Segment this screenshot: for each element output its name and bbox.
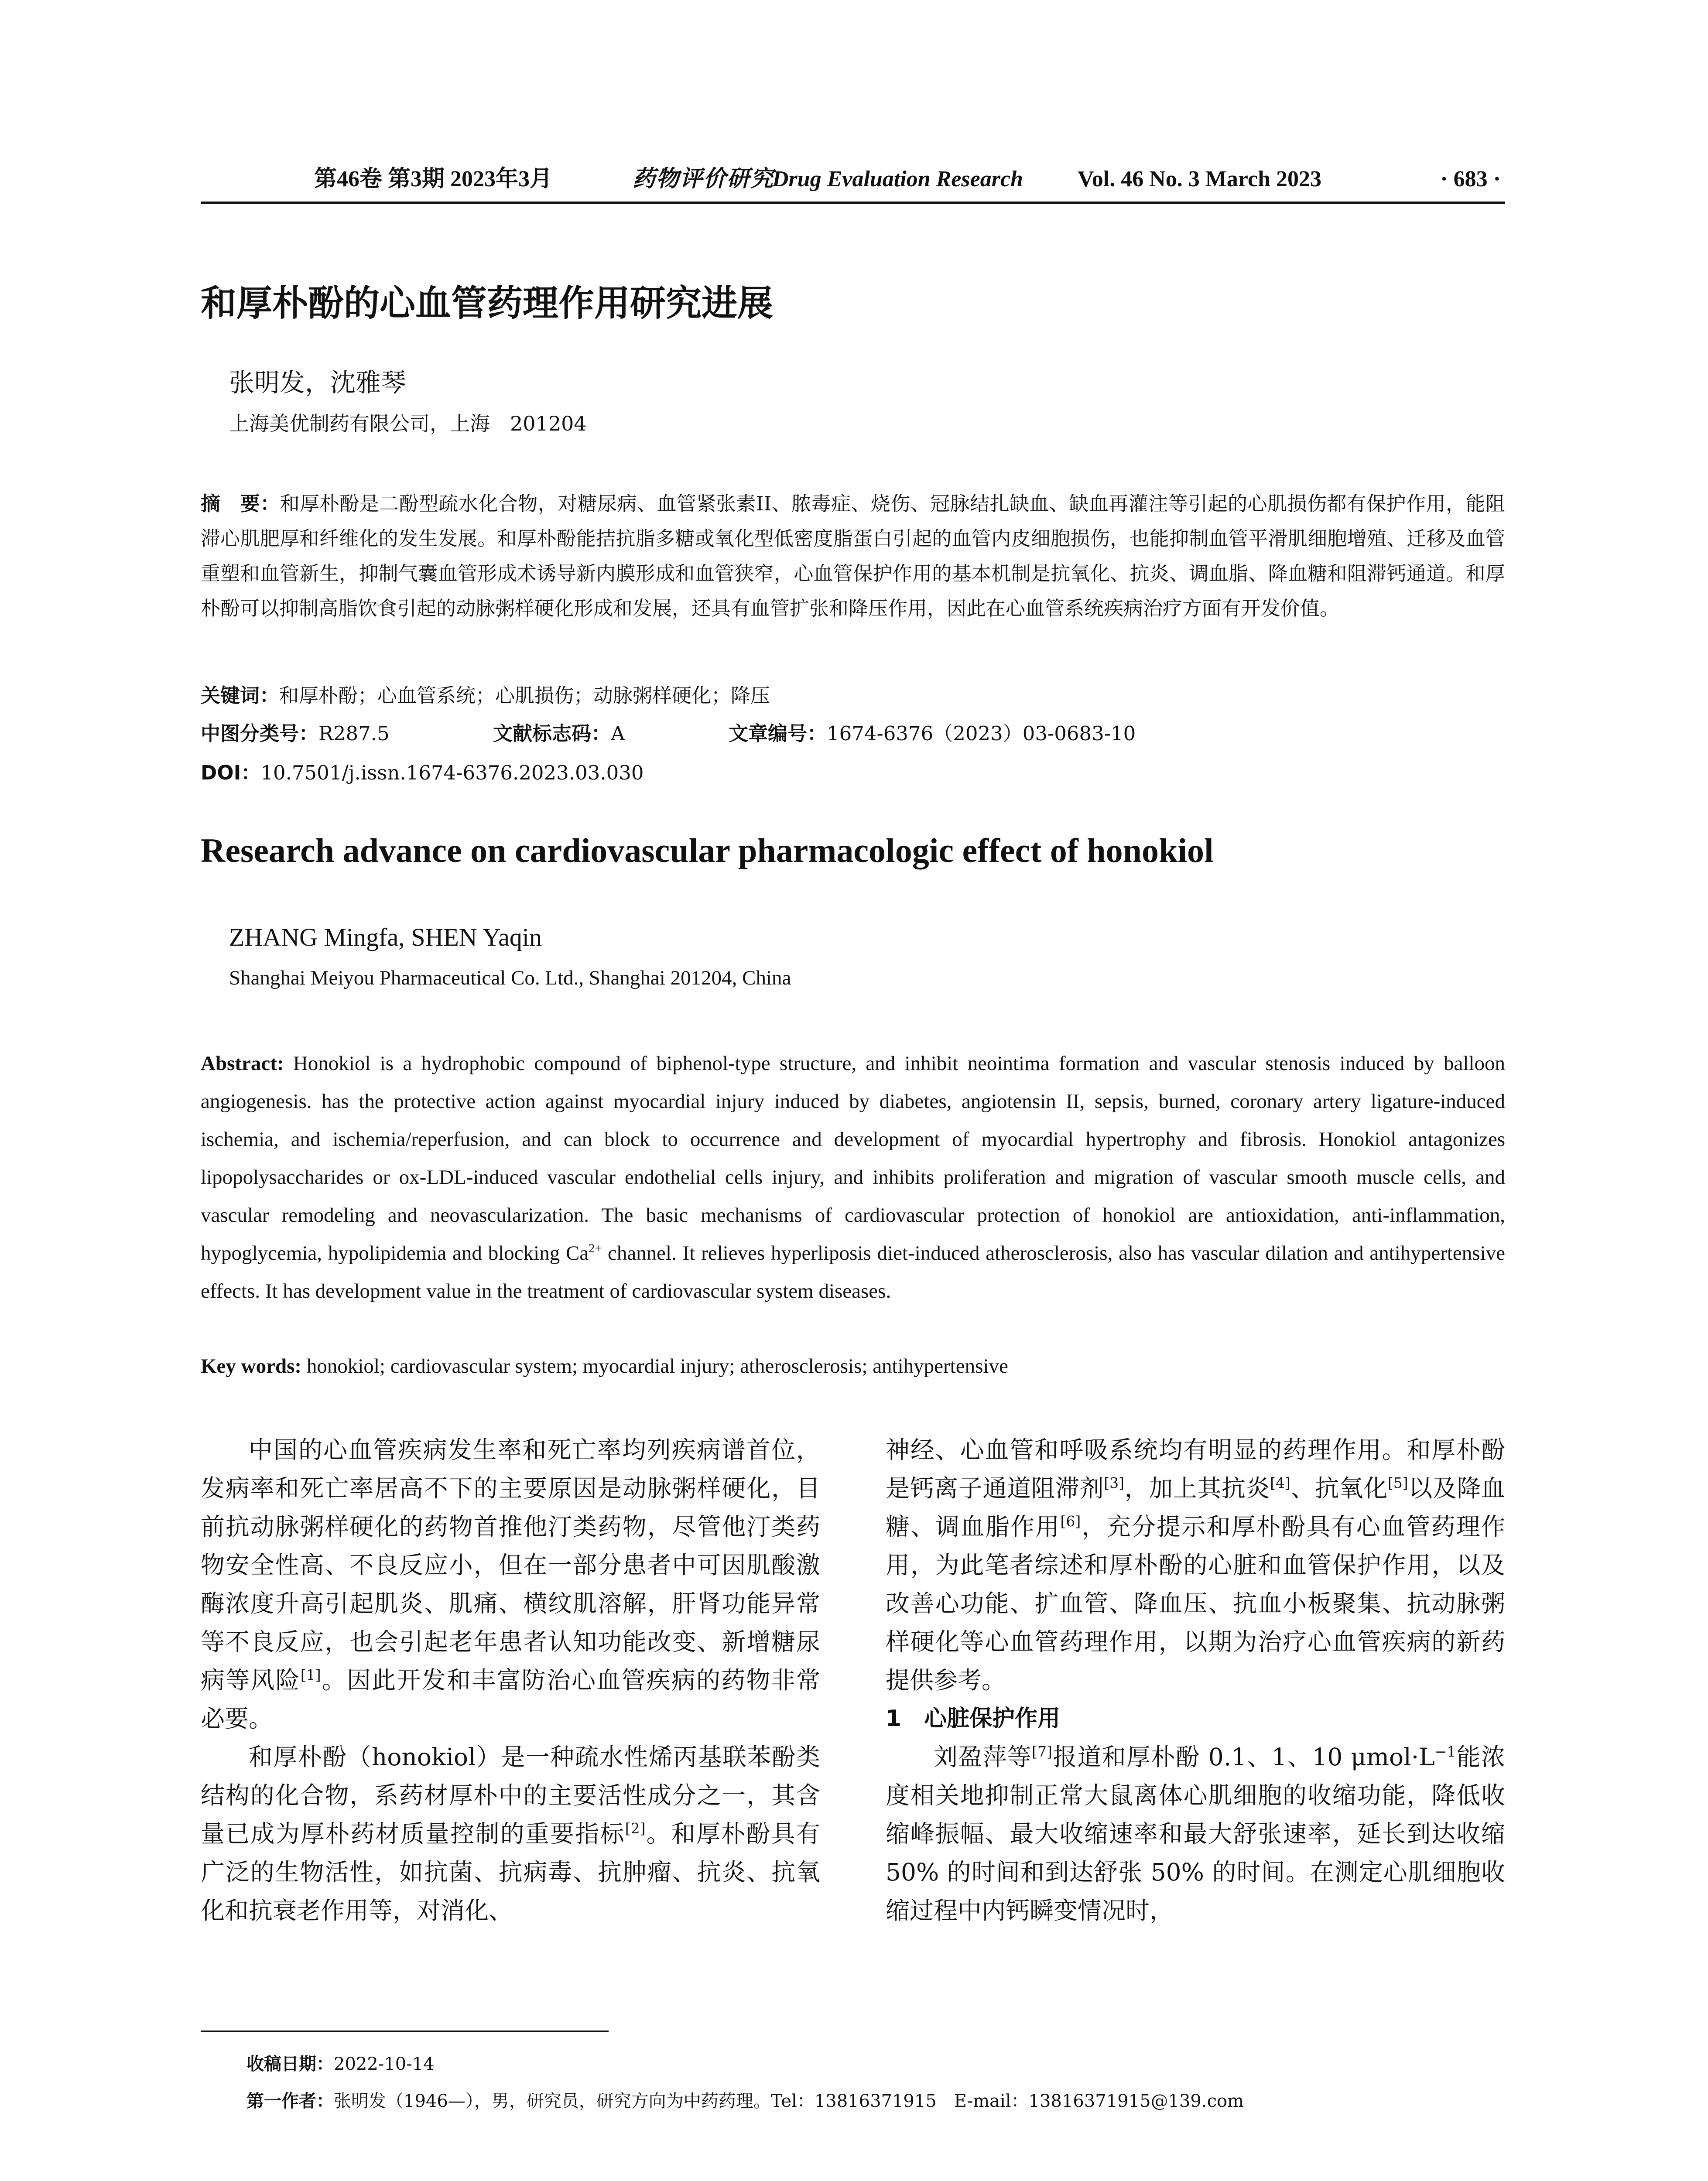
paragraph-text: 能浓度相关地抑制正常大鼠离体心肌细胞的收缩功能，降低收缩峰振幅、最大收缩速率和最大舒张速率，延长到达收缩 50% 的时间和到达舒张 50% 的时间。在测定心肌细胞收缩过程中内钙瞬变情况时， (886, 1743, 1505, 1925)
affiliation-cn: 上海美优制药有限公司，上海 201204 (229, 412, 587, 435)
header-volume-en: Vol. 46 No. 3 March 2023 (1078, 167, 1321, 191)
paragraph-text: 神经、心血管和呼吸系统均有明显的药理作用。和厚朴酚是钙离子通道阻滞剂 (886, 1436, 1505, 1502)
title-en: Research advance on cardiovascular pharmacologic effect of honokiol (201, 831, 1214, 869)
paragraph-text: 报道和厚朴酚 0.1、1、10 μmol·L (1052, 1743, 1435, 1771)
citation-ref: [6] (1060, 1513, 1081, 1530)
paragraph-text: 。和厚朴酚具有广泛的生物活性，如抗菌、抗病毒、抗肿瘤、抗炎、抗氧化和抗衰老作用等，对消化、 (201, 1820, 820, 1925)
citation-ref: [3] (1104, 1474, 1125, 1492)
section-heading: 1 心脏保护作用 (886, 1706, 1061, 1732)
header-volume-cn: 第46卷 第3期 2023年3月 (314, 167, 553, 191)
received-date: 2022-10-14 (334, 2054, 435, 2074)
keywords-cn-label: 关键词： (201, 684, 280, 707)
body-paragraph (201, 1431, 820, 1738)
paragraph-text: 和厚朴酚（honokiol）是一种疏水性烯丙基联苯酚类结构的化合物，系药材厚朴中的主要活性成分之一，其含量已成为厚朴药材质量控制的重要指标 (201, 1743, 820, 1848)
body-paragraph (886, 1738, 1505, 1930)
doi (201, 757, 644, 785)
keywords-cn-text: 和厚朴酚；心血管系统；心肌损伤；动脉粥样硬化；降压 (279, 684, 770, 707)
body-paragraph (201, 1738, 820, 1930)
article-number-value: 1674-6376（2023）03-0683-10 (827, 722, 1136, 745)
paragraph-text: ，加上其抗炎 (1124, 1474, 1270, 1502)
unit-superscript: −1 (1434, 1743, 1456, 1761)
citation-ref: [1] (300, 1666, 321, 1684)
abstract-en (201, 1045, 1505, 1310)
keywords-cn (201, 678, 1505, 713)
paragraph-text: 刘盈萍等 (934, 1743, 1032, 1771)
abstract-cn-label: 摘 要： (201, 492, 280, 515)
paragraph-text: ，充分提示和厚朴酚具有心血管药理作用，为此笔者综述和厚朴酚的心脏和血管保护作用，以及改善心功能、扩血管、降血压、抗血小板聚集、抗动脉粥样硬化等心血管药理作用，以期为治疗心血管疾病的新药提供参考。 (886, 1513, 1505, 1694)
doc-code-value: A (611, 722, 625, 745)
paragraph-text: 、抗氧化 (1290, 1474, 1388, 1502)
body-paragraph (886, 1431, 1505, 1699)
paragraph-text: 中国的心血管疾病发生率和死亡率均列疾病谱首位，发病率和死亡率居高不下的主要原因是动脉粥样硬化，目前抗动脉粥样硬化的药物首推他汀类药物，尽管他汀类药物安全性高、不良反应小，但在一部分患者中可因肌酸激酶浓度升高引起肌炎、肌痛、横纹肌溶解，肝肾功能异常等不良反应，也会引起老年患者认知功能改变、新增糖尿病等风险 (201, 1436, 820, 1694)
title-cn: 和厚朴酚的心血管药理作用研究进展 (201, 283, 774, 324)
clc-number (201, 718, 390, 746)
paragraph-text: 以及降血糖、调血脂作用 (886, 1474, 1505, 1541)
footnote-first-author (246, 2087, 1244, 2112)
body-column-right (886, 1431, 1505, 1930)
first-author-info: 张明发（1946—），男，研究员，研究方向为中药药理。Tel：13816371915 E-mail：13816371915@139.com (334, 2091, 1244, 2111)
authors-en: ZHANG Mingfa, SHEN Yaqin (229, 923, 542, 951)
footnote-rule (201, 2031, 609, 2032)
paragraph-text: 。因此开发和丰富防治心血管疾病的药物非常必要。 (201, 1666, 820, 1733)
authors-cn: 张明发，沈雅琴 (229, 368, 407, 397)
abstract-cn-text: 和厚朴酚是二酚型疏水化合物，对糖尿病、血管紧张素II、脓毒症、烧伤、冠脉结扎缺血、缺血再灌注等引起的心肌损伤都有保护作用，能阻滞心肌肥厚和纤维化的发生发展。和厚朴酚能拮抗脂多糖或氧化型低密度脂蛋白引起的血管内皮细胞损伤，也能抑制血管平滑肌细胞增殖、迁移及血管重塑和血管新生，抑制气囊血管形成术诱导新内膜形成和血管狭窄，心血管保护作用的基本机制是抗氧化、抗炎、调血脂、降血糖和阻滞钙通道。和厚朴酚可以抑制高脂饮食引起的动脉粥样硬化形成和发展，还具有血管扩张和降压作用，因此在心血管系统疾病治疗方面有开发价值。 (201, 492, 1505, 620)
journal-logo: 药物评价研究 (633, 167, 774, 191)
first-author-label: 第一作者： (246, 2091, 334, 2111)
affiliation-en: Shanghai Meiyou Pharmaceutical Co. Ltd., Shanghai 201204, China (229, 967, 791, 989)
keywords-en-label: Key words: (201, 1355, 302, 1378)
article-number (729, 718, 1136, 746)
citation-ref: [4] (1270, 1474, 1290, 1492)
keywords-en (201, 1354, 1008, 1378)
received-label: 收稿日期： (246, 2054, 334, 2074)
clc-value: R287.5 (318, 722, 390, 745)
clc-label: 中图分类号： (201, 722, 319, 745)
doi-label: DOI： (201, 761, 261, 784)
header-rule (201, 202, 1505, 204)
calcium-superscript: 2+ (589, 1242, 602, 1256)
abstract-cn (201, 486, 1505, 626)
abstract-en-text-2: channel. It relieves hyperliposis diet-induced atherosclerosis, also has vascular dilation and antihypertensive effects. It has development value in the treatment of cardiovascular system diseases. (201, 1242, 1505, 1302)
footnote-received (246, 2050, 435, 2075)
citation-ref: [7] (1032, 1743, 1052, 1761)
abstract-en-label: Abstract: (201, 1052, 284, 1075)
citation-ref: [2] (625, 1820, 646, 1837)
doc-code-label: 文献标志码： (493, 722, 611, 745)
article-number-label: 文章编号： (729, 722, 827, 745)
header-page-number: · 683 · (1440, 167, 1501, 191)
citation-ref: [5] (1387, 1474, 1408, 1492)
abstract-en-text-1: Honokiol is a hydrophobic compound of biphenol-type structure, and inhibit neointima formation and vascular stenosis induced by balloon angiogenesis. has the protective action against myocardial injury induced by diabetes, angiotensin II, sepsis, burned, coronary artery ligature-induced ischemia, and ischemia/reperfusion, and can block to occurrence and development of myocardial hypertrophy and fibrosis. Honokiol antagonizes lipopolysaccharides or ox-LDL-induced vascular endothelial cells injury, and inhibits proliferation and migration of vascular smooth muscle cells, and vascular remodeling and neovascularization. The basic mechanisms of cardiovascular protection of honokiol are antioxidation, anti-inflammation, hypoglycemia, hypolipidemia and blocking Ca (201, 1052, 1505, 1265)
body-column-left (201, 1431, 820, 1930)
document-code (493, 718, 625, 746)
doi-value: 10.7501/j.issn.1674-6376.2023.03.030 (260, 761, 644, 784)
header-journal-en: Drug Evaluation Research (772, 167, 1023, 191)
keywords-en-text: honokiol; cardiovascular system; myocardial injury; atherosclerosis; antihypertensive (301, 1355, 1008, 1378)
